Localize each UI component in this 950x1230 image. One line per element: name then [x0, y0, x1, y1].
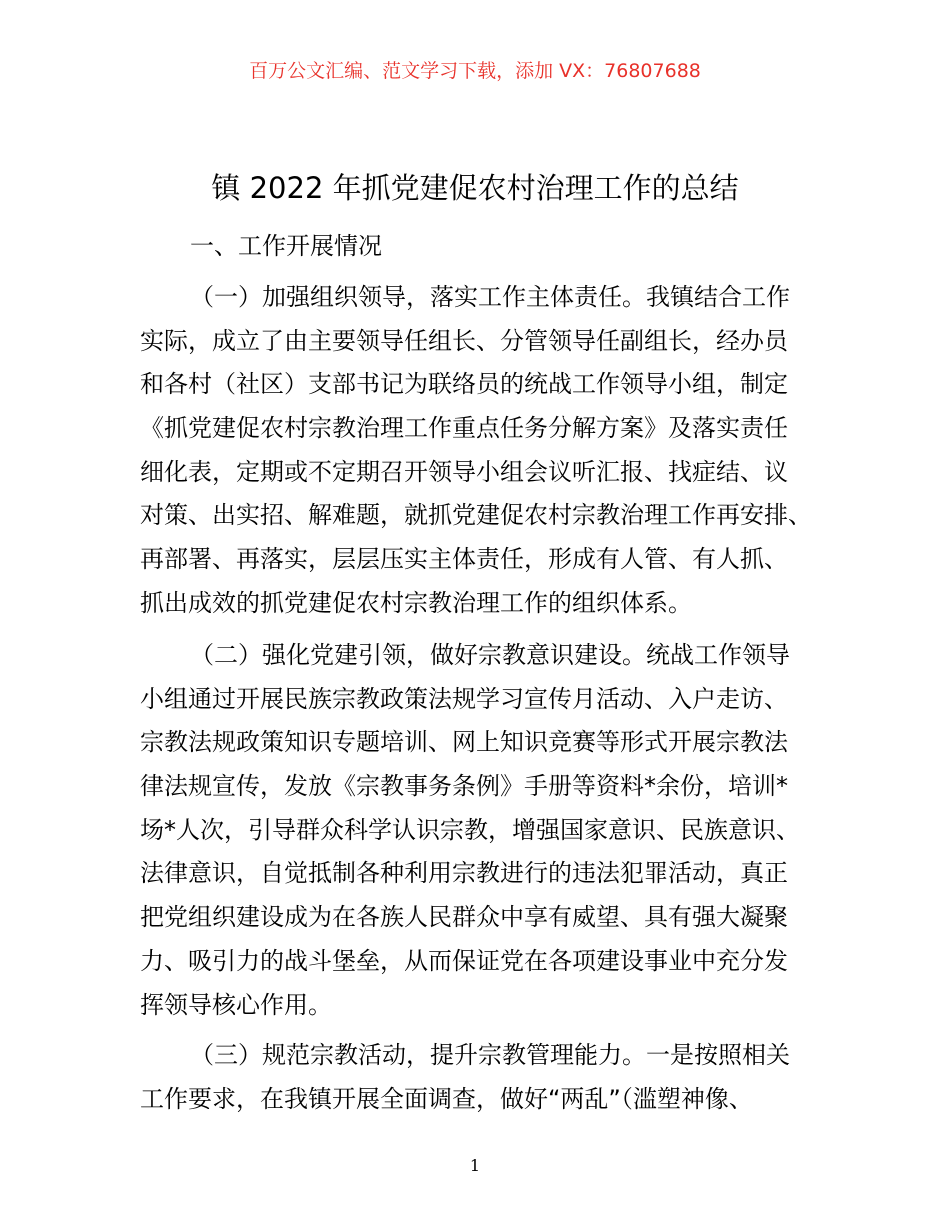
- paragraph-line: 小组通过开展民族宗教政策法规学习宣传月活动、入户走访、: [140, 684, 788, 713]
- paragraph-1: [140, 276, 820, 626]
- paragraph-line: 工作要求，在我镇开展全面调查，做好“两乱”（滥塑神像、: [140, 1084, 753, 1113]
- paragraph-2: [140, 634, 820, 1027]
- paragraph-line: 细化表，定期或不定期召开领导小组会议听汇报、找症结、议: [140, 457, 788, 486]
- paragraph-line: （三）规范宗教活动，提升宗教管理能力。一是按照相关: [190, 1041, 790, 1069]
- paragraph-line: 律法规宣传，发放《宗教事务条例》手册等资料*余份，培训*: [140, 772, 788, 801]
- paragraph-line: 再部署、再落实，层层压实主体责任，形成有人管、有人抓、: [140, 545, 788, 574]
- paragraph-line: 抓出成效的抓党建促农村宗教治理工作的组织体系。: [140, 588, 692, 617]
- paragraph-line: 对策、出实招、解难题，就抓党建促农村宗教治理工作再安排、: [140, 501, 812, 530]
- paragraph-line: 法律意识，自觉抵制各种利用宗教进行的违法犯罪活动，真正: [140, 859, 788, 888]
- paragraph-line: 场*人次，引导群众科学认识宗教，增强国家意识、民族意识、: [140, 815, 800, 844]
- paragraph-line: 《抓党建促农村宗教治理工作重点任务分解方案》及落实责任: [140, 414, 788, 443]
- paragraph-line: 和各村（社区）支部书记为联络员的统战工作领导小组，制定: [140, 370, 788, 399]
- paragraph-line: （二）强化党建引领，做好宗教意识建设。统战工作领导: [190, 641, 790, 669]
- paragraph-line: 把党组织建设成为在各族人民群众中享有威望、具有强大凝聚: [140, 903, 788, 932]
- paragraph-line: 挥领导核心作用。: [140, 990, 332, 1019]
- section-heading: 一、工作开展情况: [190, 232, 382, 260]
- paragraph-3: [140, 1034, 820, 1121]
- header-watermark-note: 百万公文汇编、范文学习下载，添加 VX：76807688: [249, 60, 701, 82]
- paragraph-line: 力、吸引力的战斗堡垒，从而保证党在各项建设事业中充分发: [140, 946, 788, 975]
- document-title: 镇 2022 年抓党建促农村治理工作的总结: [211, 171, 739, 205]
- paragraph-line: 宗教法规政策知识专题培训、网上知识竞赛等形式开展宗教法: [140, 728, 788, 757]
- page-number: 1: [469, 1156, 481, 1175]
- paragraph-line: 实际，成立了由主要领导任组长、分管领导任副组长，经办员: [140, 326, 788, 355]
- paragraph-line: （一）加强组织领导，落实工作主体责任。我镇结合工作: [190, 283, 790, 311]
